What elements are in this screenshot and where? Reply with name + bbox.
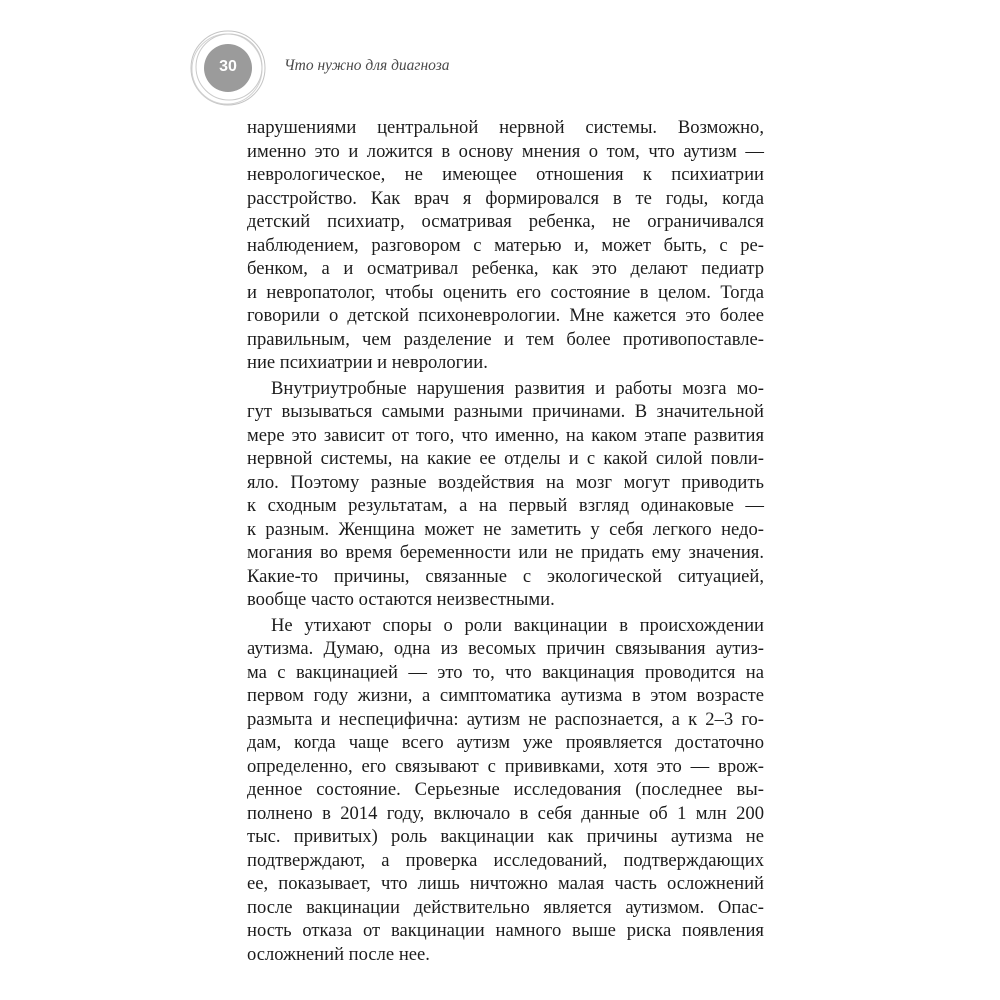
text-line: правильным, чем разделение и тем более противопоставле- bbox=[247, 328, 764, 350]
text-line: первом году жизни, а симптоматика аутизма в этом возрасте bbox=[247, 685, 764, 706]
text-line: говорили о детской психоневрологии. Мне кажется это более bbox=[247, 305, 764, 326]
text-line: к разным. Женщина может не заметить у себя легкого недо- bbox=[247, 518, 764, 540]
text-line: расстройство. Как врач я формировался в те годы, когда bbox=[247, 187, 764, 209]
text-line: осложнений после нее. bbox=[247, 943, 430, 965]
text-line: денное состояние. Серьезные исследования (последнее вы- bbox=[247, 779, 764, 800]
body-text bbox=[247, 116, 764, 966]
text-line: размыта и неспецифична: аутизм не распознается, а к 2–3 го- bbox=[247, 708, 764, 730]
text-line: тыс. привитых) роль вакцинации как причины аутизма не bbox=[247, 826, 764, 847]
text-line: Какие-то причины, связанные с экологической ситуацией, bbox=[247, 565, 764, 587]
text-line: именно это и ложится в основу мнения о том, что аутизм — bbox=[247, 140, 764, 162]
text-line: могания во время беременности или не придать ему значения. bbox=[247, 542, 764, 563]
page-header bbox=[188, 28, 788, 108]
text-line: вообще часто остаются неизвестными. bbox=[247, 589, 555, 610]
text-line: детский психиатр, осматривая ребенка, не ограничивался bbox=[247, 211, 764, 232]
text-line: ность отказа от вакцинации намного выше риска появления bbox=[247, 920, 764, 941]
text-line: нарушениями центральной нервной системы. Возможно, bbox=[247, 117, 764, 138]
page-number-badge bbox=[188, 28, 268, 108]
text-line: неврологическое, не имеющее отношения к психиатрии bbox=[247, 164, 764, 185]
text-line: определенно, его связывают с прививками, хотя это — врож- bbox=[247, 755, 764, 777]
text-line: аутизма. Думаю, одна из весомых причин связывания аутиз- bbox=[247, 638, 764, 659]
text-line: гут вызываться самыми разными причинами. В значительной bbox=[247, 401, 764, 422]
paragraph-first-line: Не утихают споры о роли вакцинации в происхождении bbox=[271, 614, 764, 636]
paragraph-first-line: Внутриутробные нарушения развития и работы мозга мо- bbox=[271, 377, 764, 399]
text-line: и невропатолог, чтобы оценить его состояние в целом. Тогда bbox=[247, 281, 764, 303]
text-line: ние психиатрии и неврологии. bbox=[247, 352, 488, 373]
text-line: после вакцинации действительно является аутизмом. Опас- bbox=[247, 896, 764, 918]
text-line: бенком, а и осматривал ребенка, как это делают педиатр bbox=[247, 258, 764, 279]
text-line: подтверждают, а проверка исследований, подтверждающих bbox=[247, 849, 764, 871]
page-number: 30 bbox=[219, 58, 237, 75]
text-line: полнено в 2014 году, включало в себя данные об 1 млн 200 bbox=[247, 802, 764, 824]
text-line: дам, когда чаще всего аутизм уже проявляется достаточно bbox=[247, 732, 764, 753]
text-line: к сходным результатам, а на первый взгляд одинаковые — bbox=[247, 495, 764, 516]
running-title: Что нужно для диагноза bbox=[284, 57, 450, 74]
text-line: нервной системы, на какие ее отделы и с какой силой повли- bbox=[247, 448, 764, 469]
text-line: яло. Поэтому разные воздействия на мозг могут приводить bbox=[247, 471, 764, 493]
text-line: мере это зависит от того, что именно, на каком этапе развития bbox=[247, 424, 764, 446]
text-line: наблюдением, разговором с матерью и, может быть, с ре- bbox=[247, 234, 764, 256]
text-line: ее, показывает, что лишь ничтожно малая часть осложнений bbox=[247, 873, 764, 894]
text-line: ма с вакцинацией — это то, что вакцинация проводится на bbox=[247, 661, 764, 683]
